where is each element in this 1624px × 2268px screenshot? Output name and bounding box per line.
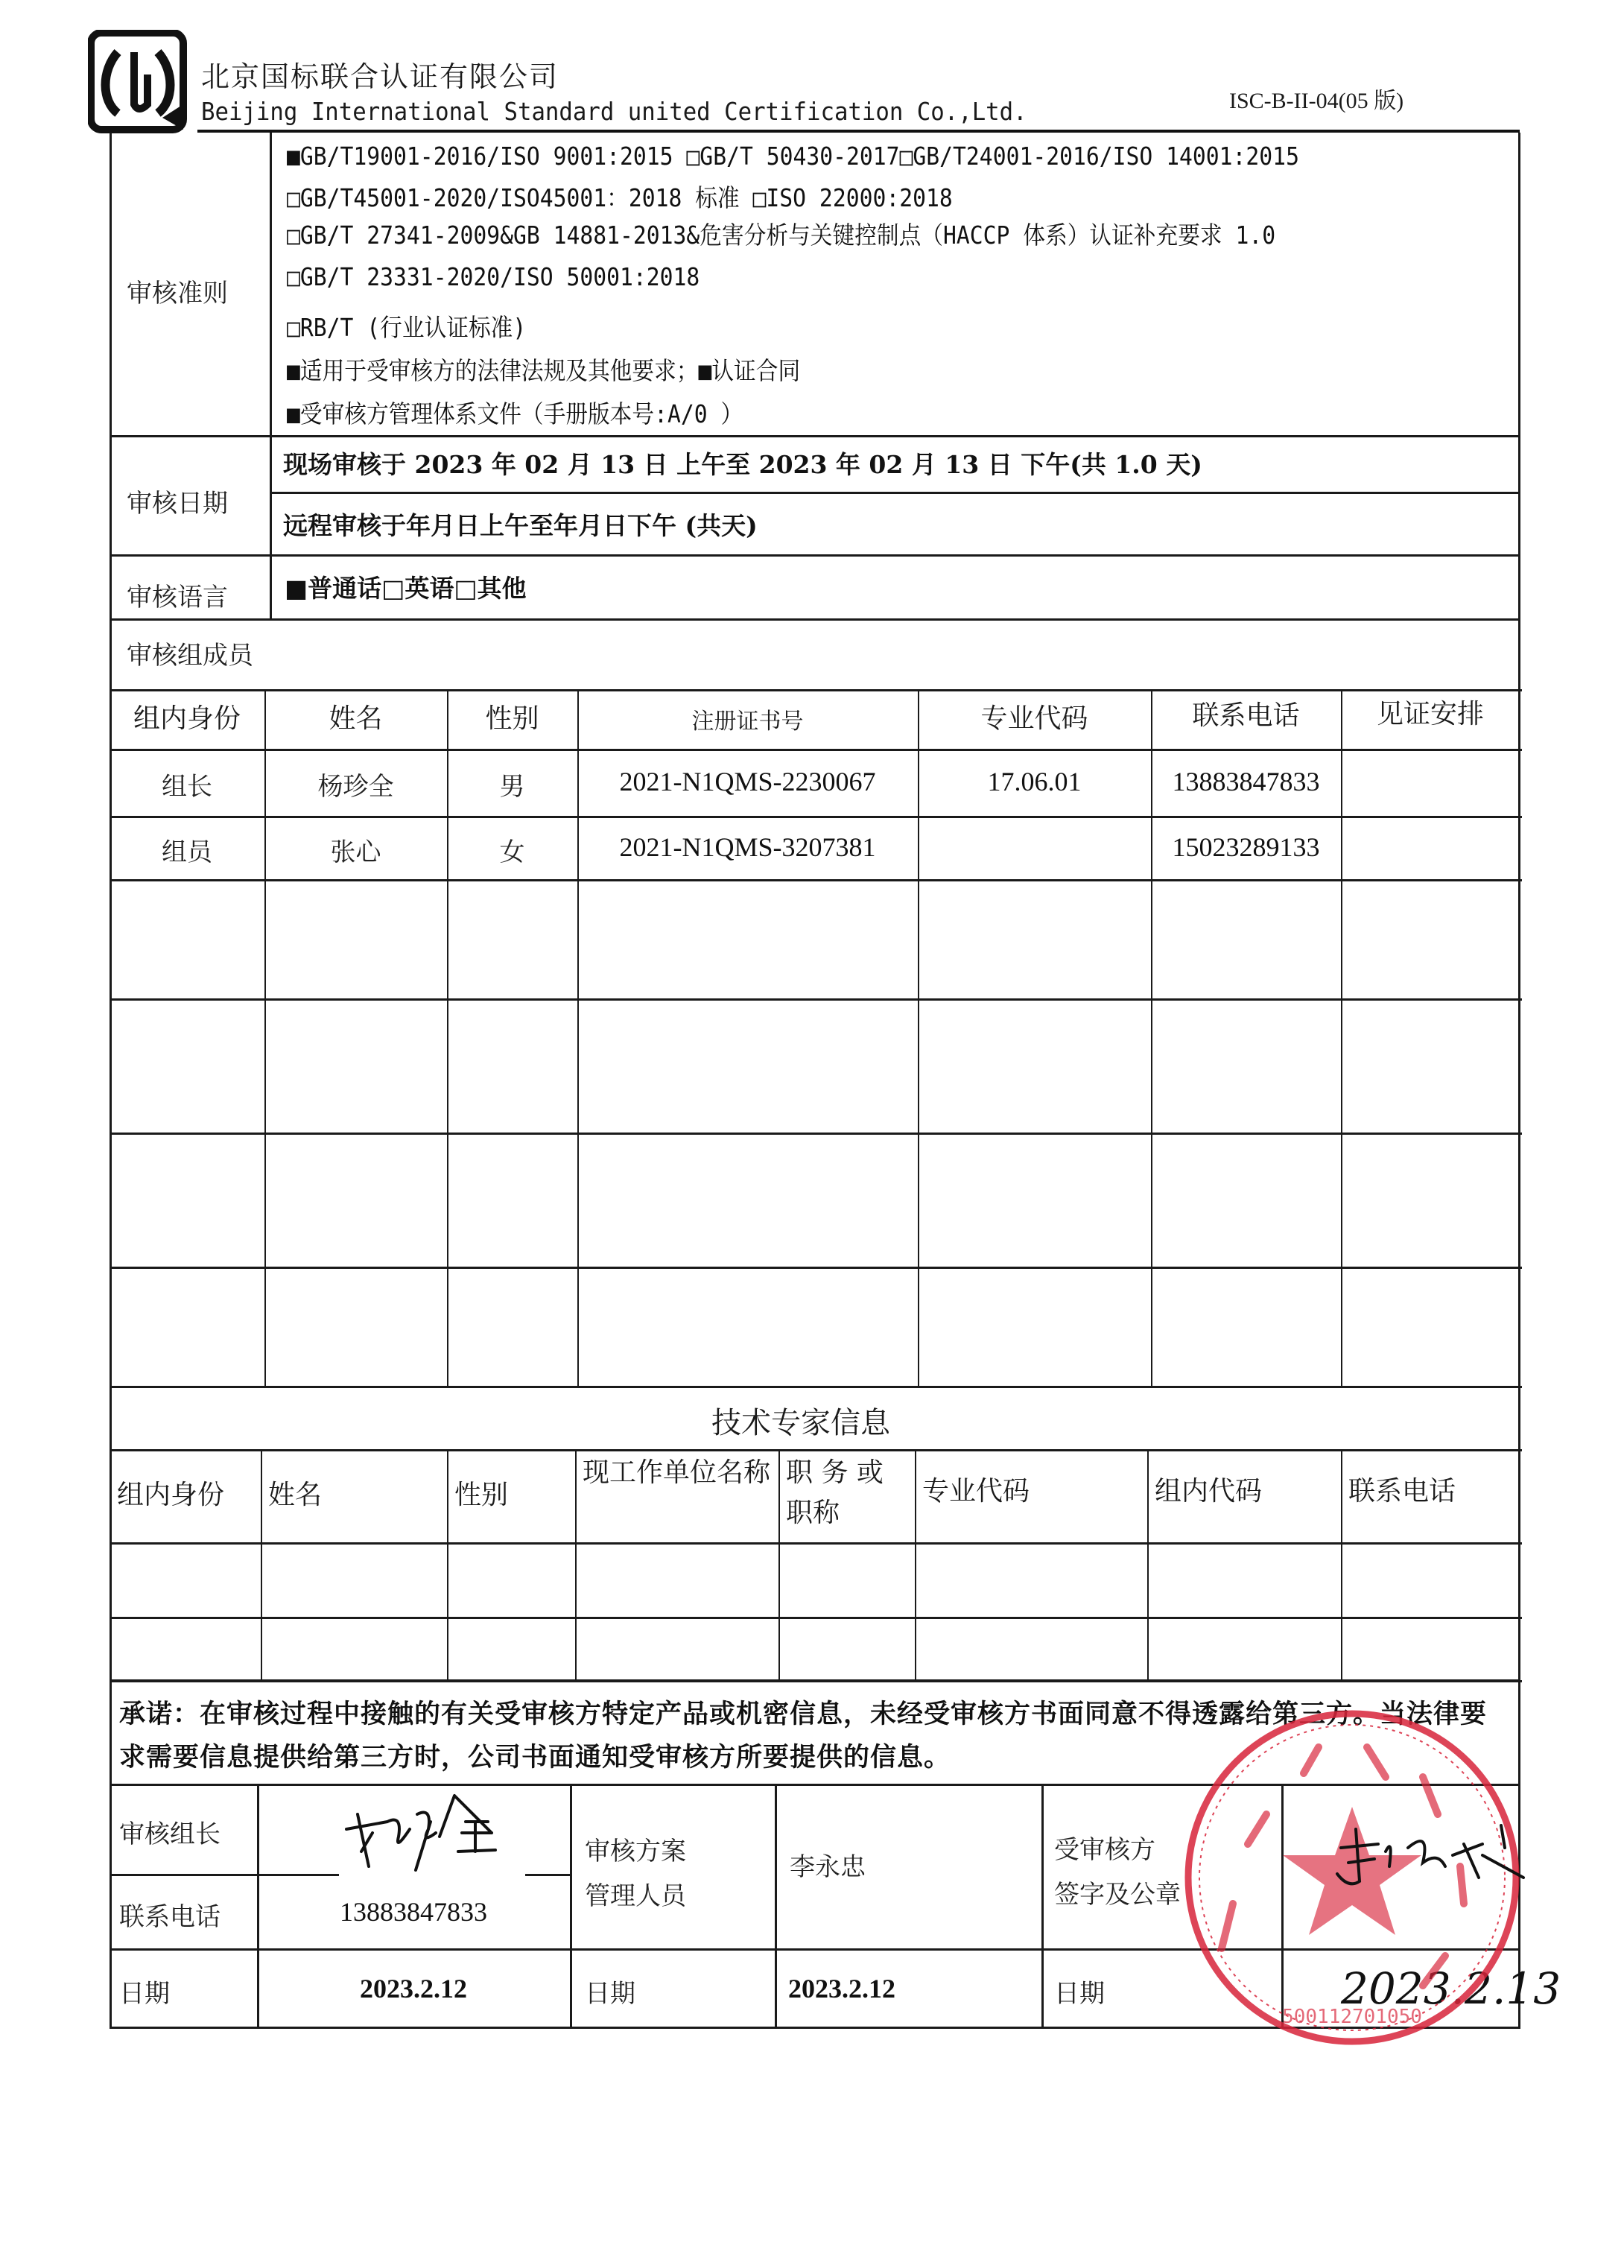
criteria-label: 审核准则 bbox=[127, 279, 228, 308]
team-cell: 女 bbox=[499, 837, 525, 867]
auditee-date-label: 日期 bbox=[1054, 1979, 1105, 2009]
expert-header-cell: 联系电话 bbox=[1348, 1476, 1456, 1507]
team-header-cell: 组内身份 bbox=[133, 703, 241, 734]
isc-logo-icon bbox=[88, 30, 189, 134]
team-cell: 组长 bbox=[162, 772, 212, 802]
leader-label: 审核组长 bbox=[119, 1819, 221, 1849]
team-row-line bbox=[110, 749, 1522, 751]
expert-header-cell: 姓名 bbox=[268, 1480, 323, 1510]
audit-language-value: ■普通话□英语□其他 bbox=[285, 574, 527, 603]
expert-column-line bbox=[778, 1449, 780, 1682]
criteria-line-2: □GB/T45001-2020/ISO45001：2018 标准 □ISO 22000:2018 bbox=[287, 183, 953, 212]
team-cell: 男 bbox=[499, 772, 525, 802]
auditee-date: 2023.2.13 bbox=[1341, 1963, 1561, 2014]
divider bbox=[110, 554, 1520, 557]
criteria-line-5: □RB/T (行业认证标准) bbox=[287, 313, 527, 342]
team-row-line bbox=[110, 1386, 1522, 1388]
expert-row-line bbox=[110, 1617, 1522, 1619]
program-manager-date: 2023.2.12 bbox=[788, 1974, 895, 2003]
criteria-line-6: ■适用于受审核方的法律法规及其他要求；■认证合同 bbox=[287, 356, 801, 385]
expert-row-line bbox=[110, 1449, 1522, 1451]
leader-signature-icon bbox=[343, 1792, 536, 1874]
expert-header-cell: 现工作单位名称 bbox=[583, 1457, 771, 1488]
team-cell: 13883847833 bbox=[1172, 767, 1320, 796]
company-logo bbox=[88, 30, 189, 134]
program-manager-name: 李永忠 bbox=[790, 1852, 866, 1882]
auditee-label-1: 受审核方 bbox=[1054, 1835, 1155, 1865]
team-cell: 杨珍全 bbox=[317, 772, 394, 802]
team-header-cell: 注册证书号 bbox=[691, 709, 804, 735]
team-cell: 2021-N1QMS-2230067 bbox=[619, 767, 876, 796]
divider bbox=[110, 618, 1520, 621]
expert-header-cell: 组内身份 bbox=[117, 1480, 225, 1510]
expert-column-line bbox=[261, 1449, 262, 1682]
leader-date: 2023.2.12 bbox=[360, 1974, 467, 2003]
table-left-border bbox=[110, 133, 112, 2029]
auditee-signature-icon bbox=[1333, 1822, 1527, 1889]
company-name-cn: 北京国标联合认证有限公司 bbox=[201, 60, 559, 93]
divider bbox=[257, 1874, 339, 1876]
team-cell: 15023289133 bbox=[1172, 832, 1320, 862]
company-name-en: Beijing International Standard united Certification Co.,Ltd. bbox=[201, 97, 1027, 126]
document-code: ISC-B-II-04(05 版) bbox=[1229, 89, 1404, 113]
expert-column-line bbox=[447, 1449, 448, 1682]
criteria-line-1: ■GB/T19001-2016/ISO 9001:2015 □GB/T 50430-2017□GB/T24001-2016/ISO 14001:2015 bbox=[287, 142, 1299, 171]
team-row-line bbox=[110, 998, 1522, 1001]
expert-row-line bbox=[110, 1542, 1522, 1545]
expert-header-cell: 职 务 或职称 bbox=[786, 1457, 884, 1528]
team-row-line bbox=[110, 879, 1522, 881]
divider bbox=[525, 1874, 570, 1876]
team-cell: 17.06.01 bbox=[987, 767, 1082, 796]
team-row-line bbox=[110, 1133, 1522, 1135]
expert-header-cell: 性别 bbox=[454, 1480, 509, 1510]
team-row-line bbox=[110, 689, 1522, 691]
team-header-cell: 性别 bbox=[485, 703, 539, 734]
program-manager-date-label: 日期 bbox=[585, 1979, 635, 2009]
leader-phone-label: 联系电话 bbox=[119, 1902, 221, 1932]
leader-date-label: 日期 bbox=[119, 1979, 170, 2009]
header-rule bbox=[197, 130, 1520, 133]
expert-column-line bbox=[915, 1449, 916, 1682]
commitment-text: 承诺：在审核过程中接触的有关受审核方特定产品或机密信息，未经受审核方书面同意不得透露给第三方。当法律要求需要信息提供给第三方时，公司书面通知受审核方所要提供的信息。 bbox=[119, 1700, 1488, 1773]
criteria-line-7: ■受审核方管理体系文件（手册版本号:A/0 ） bbox=[287, 399, 743, 428]
divider bbox=[1041, 1784, 1044, 2028]
expert-header-cell: 专业代码 bbox=[922, 1476, 1030, 1507]
expert-header-cell: 组内代码 bbox=[1155, 1476, 1263, 1507]
divider bbox=[110, 435, 1520, 437]
audit-date-label: 审核日期 bbox=[127, 489, 228, 519]
expert-column-line bbox=[1147, 1449, 1149, 1682]
audit-language-label: 审核语言 bbox=[127, 583, 228, 612]
onsite-audit-date: 现场审核于 2023 年 02 月 13 日 上午至 2023 年 02 月 13 日 下午(共 1.0 天) bbox=[283, 450, 1202, 479]
team-header-cell: 专业代码 bbox=[980, 703, 1088, 734]
team-label: 审核组成员 bbox=[127, 641, 253, 671]
team-row-line bbox=[110, 816, 1522, 818]
stamp-number: 500112701050 bbox=[1282, 2006, 1422, 2028]
team-cell: 张心 bbox=[330, 837, 381, 867]
expert-column-line bbox=[575, 1449, 577, 1682]
program-manager-label: 审核方案管理人员 bbox=[585, 1837, 686, 1911]
team-row-line bbox=[110, 1267, 1522, 1269]
team-header-cell: 见证安排 bbox=[1376, 699, 1484, 729]
divider bbox=[270, 492, 1520, 494]
team-cell: 组员 bbox=[162, 837, 212, 867]
divider bbox=[110, 1679, 1520, 1682]
team-column-line bbox=[1341, 689, 1342, 1387]
team-header-cell: 联系电话 bbox=[1192, 700, 1300, 731]
divider bbox=[110, 1874, 258, 1876]
team-cell: 2021-N1QMS-3207381 bbox=[619, 832, 876, 862]
criteria-line-3: □GB/T 27341-2009&GB 14881-2013&危害分析与关键控制点（HACCP 体系）认证补充要求 1.0 bbox=[287, 221, 1276, 250]
divider bbox=[775, 1784, 777, 2028]
expert-column-line bbox=[1341, 1449, 1342, 1682]
experts-title: 技术专家信息 bbox=[711, 1406, 890, 1440]
label-column-divider bbox=[270, 133, 272, 618]
leader-phone: 13883847833 bbox=[340, 1897, 487, 1927]
divider bbox=[570, 1784, 572, 2028]
team-header-cell: 姓名 bbox=[329, 703, 383, 734]
remote-audit-date: 远程审核于年月日上午至年月日下午 (共天) bbox=[283, 511, 758, 540]
criteria-line-4: □GB/T 23331-2020/ISO 50001:2018 bbox=[287, 262, 700, 291]
auditee-label-2: 签字及公章 bbox=[1054, 1880, 1181, 1910]
